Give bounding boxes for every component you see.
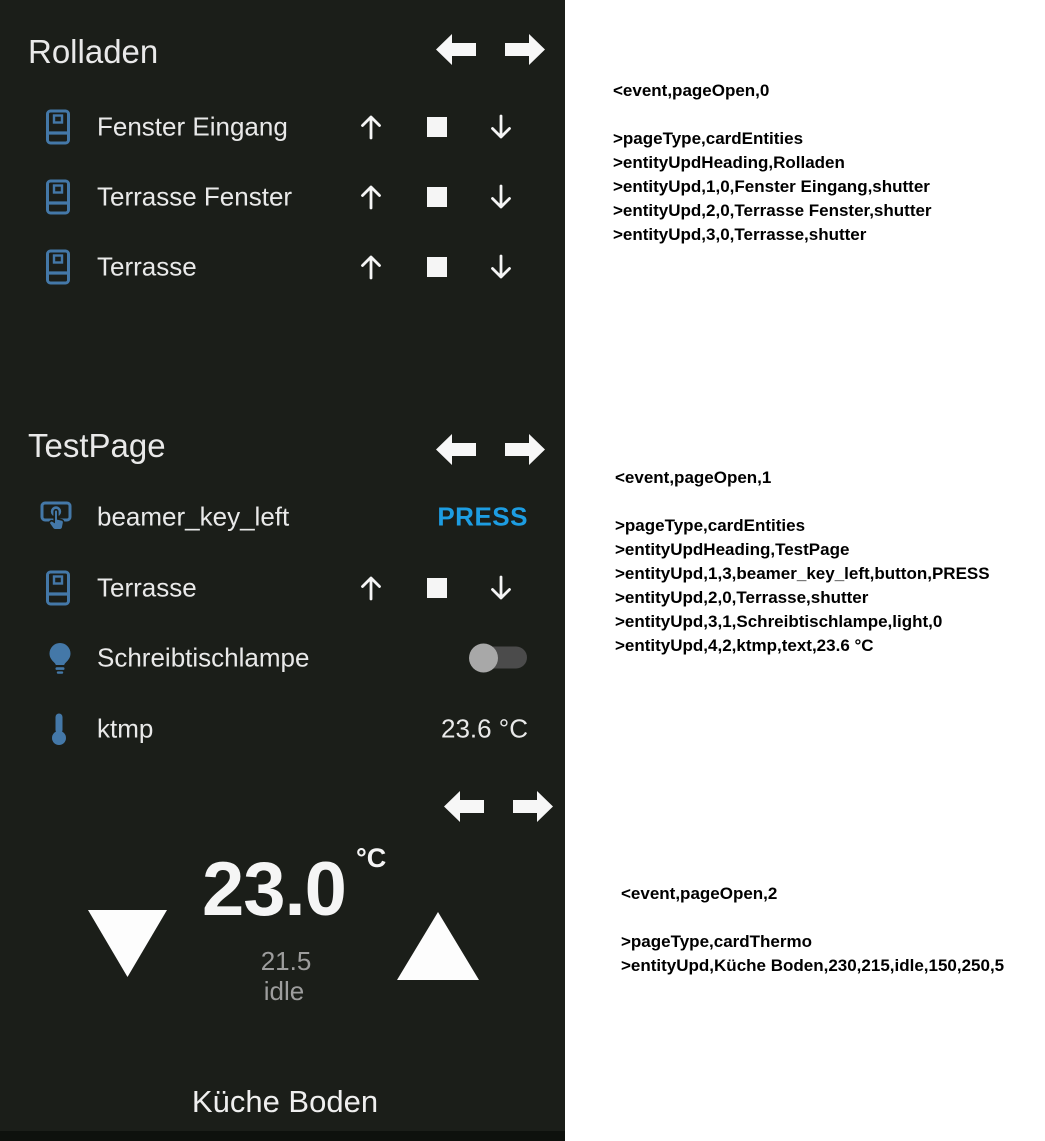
shutter-stop-button[interactable] — [427, 187, 447, 207]
protocol-line: >entityUpd,Küche Boden,230,215,idle,150,250,5 — [621, 956, 1005, 975]
protocol-line: >entityUpd,1,3,beamer_key_left,button,PRESS — [615, 564, 990, 583]
window-shutter-icon — [46, 250, 70, 285]
protocol-line: >entityUpd,1,0,Fenster Eingang,shutter — [613, 177, 930, 196]
entity-label: Terrasse Fenster — [97, 181, 293, 212]
entity-row — [0, 694, 565, 764]
toggle-knob — [469, 644, 498, 673]
protocol-line: >entityUpd,3,1,Schreibtischlampe,light,0 — [615, 612, 943, 631]
temperature-value: 23.6 °C — [440, 713, 528, 744]
arrow-left-icon[interactable] — [444, 789, 484, 824]
protocol-line: >entityUpdHeading,TestPage — [615, 540, 850, 559]
temp-down-button[interactable] — [88, 910, 167, 977]
protocol-line: <event,pageOpen,2 — [621, 884, 778, 903]
page-nav — [444, 789, 553, 824]
entity-row — [0, 92, 565, 162]
entity-label: Fenster Eingang — [97, 111, 288, 142]
arrow-left-icon[interactable] — [436, 32, 476, 67]
page-title: TestPage — [28, 427, 166, 464]
arrow-left-icon[interactable] — [436, 432, 476, 467]
stop-square-icon — [427, 117, 447, 137]
page-nav — [436, 432, 545, 467]
lightbulb-icon — [45, 641, 75, 675]
shutter-stop-button[interactable] — [427, 117, 447, 137]
temp-up-button[interactable] — [397, 912, 479, 980]
entity-label: beamer_key_left — [97, 501, 290, 532]
protocol-line: <event,pageOpen,1 — [615, 468, 772, 487]
window-shutter-icon — [46, 180, 70, 215]
protocol-line — [615, 490, 990, 514]
shutter-stop-button[interactable] — [427, 578, 447, 598]
protocol-line: >pageType,cardThermo — [621, 932, 812, 951]
shutter-up-button[interactable] — [358, 183, 384, 211]
protocol-line — [613, 103, 932, 127]
arrow-right-icon[interactable] — [505, 432, 545, 467]
gesture-tap-button-icon — [40, 500, 72, 535]
entity-row — [0, 162, 565, 232]
protocol-line — [621, 906, 1004, 930]
temperature-unit: °C — [356, 843, 387, 873]
light-toggle-switch[interactable] — [469, 644, 527, 673]
thermometer-icon — [50, 712, 68, 746]
entity-label: ktmp — [97, 713, 154, 744]
entity-row — [0, 482, 565, 552]
shutter-down-button[interactable] — [488, 183, 514, 211]
shutter-up-button[interactable] — [358, 113, 384, 141]
shutter-down-button[interactable] — [488, 113, 514, 141]
protocol-block-page1 — [615, 466, 990, 658]
protocol-line: >entityUpd,3,0,Terrasse,shutter — [613, 225, 867, 244]
entity-label: Schreibtischlampe — [97, 642, 310, 673]
protocol-block-page2 — [621, 882, 1004, 978]
protocol-line: >pageType,cardEntities — [613, 129, 804, 148]
protocol-line: >entityUpd,2,0,Terrasse Fenster,shutter — [613, 201, 932, 220]
window-shutter-icon — [46, 571, 70, 606]
thermostat-title: Küche Boden — [191, 1084, 379, 1119]
entity-label: Terrasse — [97, 572, 197, 603]
page-nav — [436, 32, 545, 67]
entity-row — [0, 553, 565, 623]
stop-square-icon — [427, 187, 447, 207]
protocol-line: >entityUpdHeading,Rolladen — [613, 153, 845, 172]
protocol-line: <event,pageOpen,0 — [613, 81, 770, 100]
hvac-status: idle — [263, 976, 305, 1006]
entity-row — [0, 232, 565, 302]
press-button[interactable]: PRESS — [437, 501, 528, 532]
shutter-stop-button[interactable] — [427, 257, 447, 277]
entity-row — [0, 623, 565, 693]
protocol-block-page0 — [613, 79, 932, 247]
arrow-right-icon[interactable] — [505, 32, 545, 67]
arrow-right-icon[interactable] — [513, 789, 553, 824]
protocol-line: >pageType,cardEntities — [615, 516, 806, 535]
shutter-down-button[interactable] — [488, 253, 514, 281]
page-title: Rolladen — [28, 33, 159, 70]
shutter-up-button[interactable] — [358, 253, 384, 281]
shutter-up-button[interactable] — [358, 574, 384, 602]
protocol-line: >entityUpd,2,0,Terrasse,shutter — [615, 588, 869, 607]
entity-label: Terrasse — [97, 251, 197, 282]
panel-bottom-edge — [0, 1131, 565, 1141]
shutter-down-button[interactable] — [488, 574, 514, 602]
protocol-line: >entityUpd,4,2,ktmp,text,23.6 °C — [615, 636, 874, 655]
window-shutter-icon — [46, 110, 70, 145]
current-temperature: 23.0 — [202, 847, 346, 932]
stop-square-icon — [427, 257, 447, 277]
target-temperature: 21.5 — [260, 946, 312, 976]
stop-square-icon — [427, 578, 447, 598]
